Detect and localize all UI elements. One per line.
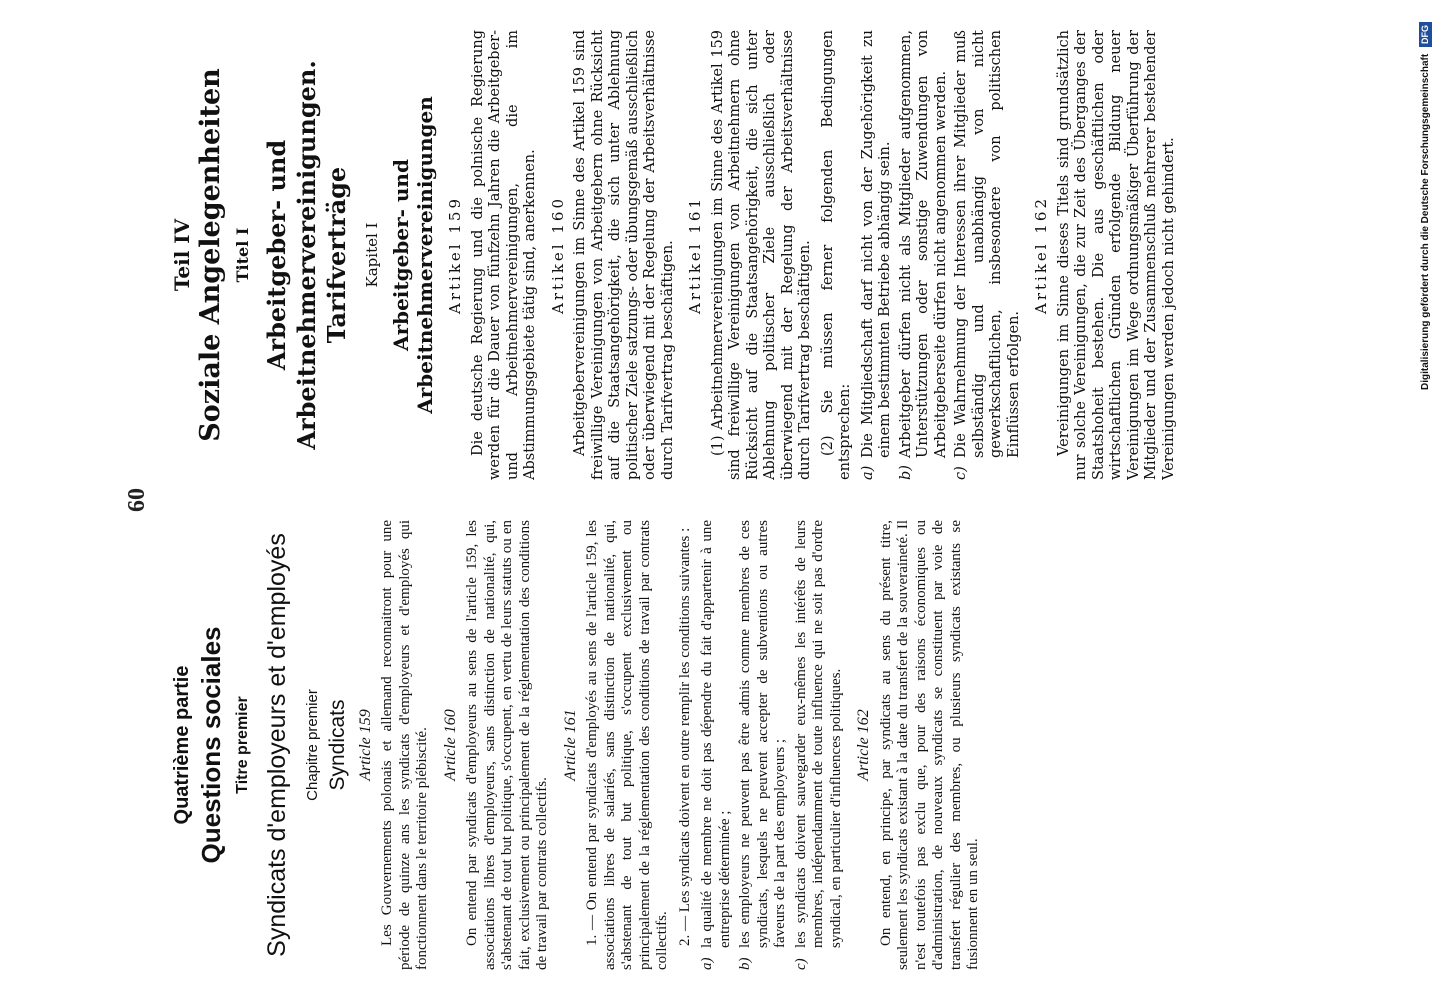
item-label: b) (897, 465, 914, 480)
item-text: les employeurs ne peuvent pas être admis comme membres de ces syndicats, lesquels ne peuvent accepter de subventions ou autres faveurs de la part des employeurs ; (737, 520, 788, 948)
german-column (170, 30, 1280, 480)
item-label: a) (859, 465, 876, 480)
de-artikel-162-text: Vereinigungen im Sinne dieses Titels sind grundsätzlich nur solche Vereinigungen, die zur Zeit des Überganges der Staatshoheit bestehen. Die aus geschäftlichen oder wirtschaftlichen Gründen erfolgende Bildung neuer Vereinigungen im Wege ordnungsmäßiger Überführung der Mitglieder und der Zusammenschluß mehrerer bestehender Vereinigungen werden jedoch nicht gehindert. (1055, 30, 1177, 480)
fr-article-159-text: Les Gouvernements polonais et allemand reconnaitront pour une période de quinze ans les syndicats d'employeurs et d'employés qui fonctionnent dans le territoire plébiscité. (379, 520, 430, 970)
item-text: Arbeitgeber dürfen nicht als Mitglieder aufgenommen, Unterstützungen oder sonstige Zuwendungen von Arbeitgeberseite dürfen nicht angenommen werden. (897, 30, 949, 458)
french-column (170, 520, 1280, 970)
fr-part-label: Quatrième partie (171, 665, 193, 825)
item-text: les syndicats doivent sauvegarder eux-mêmes les intérêts de leurs membres, indépendamment de toute influence qui ne soit pas d'ordre syndical, en particulier d'influences politiques. (792, 520, 844, 948)
de-artikel-162-heading: Artikel 162 (1032, 196, 1050, 314)
fr-article-161-item (737, 520, 790, 970)
item-text: Die Mitgliedschaft darf nicht von der Zugehörigkeit zu einem bestimmten Betriebe abhängig sein. (859, 30, 893, 458)
fr-article-160-heading: Article 160 (441, 709, 459, 781)
fr-part-title: Questions sociales (196, 626, 226, 864)
page-number: 60 (124, 488, 150, 512)
fr-article-161-item (699, 520, 734, 970)
fr-article-161-item (793, 520, 846, 970)
de-teil-label: Teil IV (170, 218, 194, 292)
fr-titre-heading: Syndicats d'employeurs et d'employés (262, 533, 291, 957)
de-kapitel-heading: Arbeitgeber- und Arbeitnehmervereinigungen (389, 96, 437, 414)
digitization-credit-text: Digitalisierung gefördert durch die Deutsche Forschungsgemeinschaft (1420, 53, 1431, 390)
de-artikel-159-text: Die deutsche Regierung und die polnische Regierung werden für die Dauer von fünfzehn Jahren die Arbeitgeber- und Arbeitnehmervereinigungen, die im Abstimmungsgebiete tätig sind, anerkennen. (469, 30, 538, 480)
de-titel-label: Titel I (233, 227, 252, 283)
item-label: c) (792, 958, 809, 970)
fr-article-161-heading: Article 161 (561, 709, 579, 781)
fr-article-162-heading: Article 162 (855, 709, 872, 781)
de-artikel-159-heading: Artikel 159 (446, 196, 464, 314)
fr-article-160-text: On entend par syndicats d'employeurs au sens de l'article 159, les associations libres d'employeurs, sans distinction de nationalité, qui, s'abstenant de tout but politique, s'occupent, en vertu de leurs statuts ou en fait, exclusivement ou principalement de la réglementation des conditions de travail par contrats collectifs. (464, 520, 550, 970)
de-artikel-161-heading: Artikel 161 (686, 196, 704, 314)
de-artikel-161-p1: (1) Arbeitnehmervereinigungen im Sinne des Artikel 159 sind freiwillige Vereinigungen von Arbeitnehmern ohne Rücksicht auf die Staatsangehörigkeit, die sich unter Ablehnung politischer Ziele ausschließlich oder überwiegend mit der Regelung der Arbeitsverhältnisse durch Tarifvertrag beschäftigen. (709, 30, 813, 480)
fr-chapitre-label: Chapitre premier (303, 689, 321, 801)
fr-titre-label: Titre premier (234, 696, 251, 794)
de-kapitel-label: Kapitel I (362, 222, 381, 288)
de-titel-heading: Arbeitgeber- und Arbeitnehmervereinigungen. Tarifverträge (261, 60, 351, 450)
de-artikel-161-p2: (2) Sie müssen ferner folgenden Bedingungen entsprechen: (819, 30, 853, 480)
de-artikel-160-heading: Artikel 160 (548, 196, 567, 314)
fr-article-162-text: On entend, en principe, par syndicats au sens du présent titre, seulement les syndicats existant à la date du transfert de la souveraineté. Il n'est toutefois pas exclu que, pour des raisons économiques ou d'administration, de nouveaux syndicats se constituent par voie de transfert régulier des membres, ou plusieurs syndicats existants se fusionnent en un seul. (877, 520, 981, 970)
item-text: Die Wahrnehmung der Interessen ihrer Mitglieder muß selbständig und unabhängig von nicht gewerkschaftlichen, insbesondere von politischen Einflüssen erfolgen. (953, 30, 1022, 458)
item-text: la qualité de membre ne doit pas dépendre du fait d'appartenir à une entreprise déterminée ; (699, 520, 733, 948)
rotated-document-page (110, 0, 1290, 1000)
fr-chapitre-heading: Syndicats (326, 699, 349, 791)
fr-article-161-p1: 1. — On entend par syndicats d'employés au sens de l'article 159, les associations libres de salariés, sans distinction de nationalité, qui, s'abstenant de tout but politique, s'occupent exclusivement ou principalement de la réglementation des conditions de travail par contrats collectifs. (584, 520, 670, 970)
item-label: a) (699, 957, 715, 970)
de-artikel-161-item (898, 30, 951, 480)
de-artikel-160-text: Arbeitgebervereinigungen im Sinne des Artikel 159 sind freiwillige Vereinigungen von Arbeitgebern ohne Rücksicht auf die Staatsangehörigkeit, die sich unter Ablehnung politischer Ziele satzungs- oder übungsgemäß ausschließlich oder überwiegend mit der Regelung der Arbeitsverhältnisse durch Tarifvertrag beschäftigen. (572, 30, 676, 480)
item-label: b) (737, 957, 753, 970)
de-artikel-161-item (953, 30, 1023, 480)
de-artikel-161-item (860, 30, 895, 480)
fr-article-161-p2: 2. — Les syndicats doivent en outre remplir les conditions suivantes : (676, 527, 693, 946)
de-teil-title: Soziale Angelegenheiten (195, 68, 226, 442)
dfg-logo: DFG (1419, 22, 1432, 47)
item-label: c) (953, 466, 969, 480)
fr-article-159-heading: Article 159 (356, 709, 374, 781)
